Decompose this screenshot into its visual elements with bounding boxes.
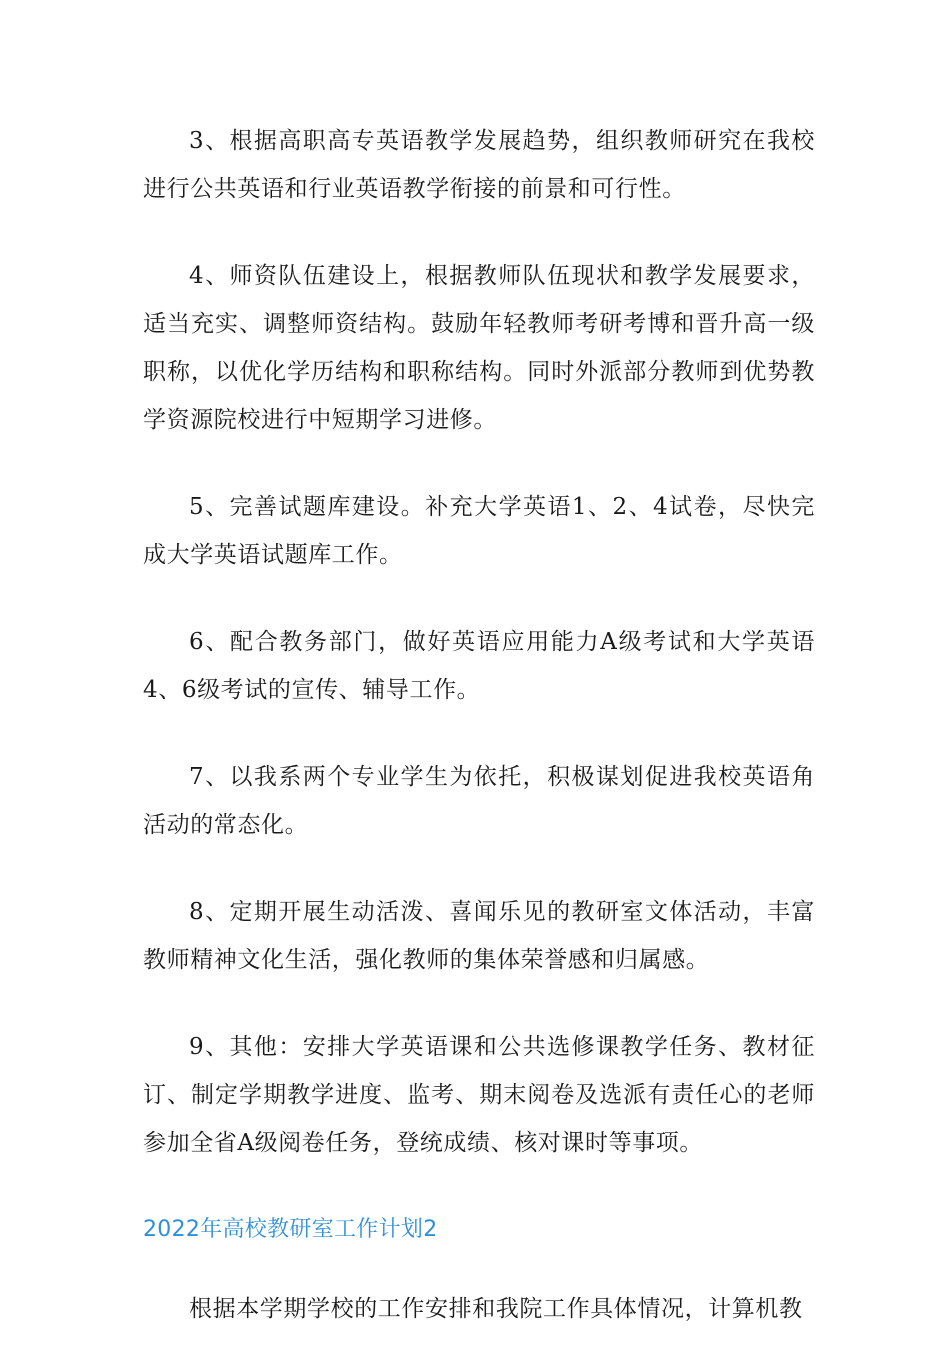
paragraph-item-7: 7、以我系两个专业学生为依托，积极谋划促进我校英语角活动的常态化。: [143, 764, 815, 838]
section-heading: 2022年高校教研室工作计划2: [143, 1217, 438, 1242]
paragraph-item-5: 5、完善试题库建设。补充大学英语1、2、4试卷，尽快完成大学英语试题库工作。: [143, 494, 815, 568]
paragraph-item-3: 3、根据高职高专英语教学发展趋势，组织教师研究在我校进行公共英语和行业英语教学衔接的前景和可行性。: [143, 128, 815, 202]
paragraph-item-4: 4、师资队伍建设上，根据教师队伍现状和教学发展要求，适当充实、调整师资结构。鼓励年轻教师考研考博和晋升高一级职称，以优化学历结构和职称结构。同时外派部分教师到优势教学资源院校进行中短期学习进修。: [143, 263, 815, 433]
paragraph-item-8: 8、定期开展生动活泼、喜闻乐见的教研室文体活动，丰富教师精神文化生活，强化教师的集体荣誉感和归属感。: [143, 899, 815, 973]
paragraph-item-6: 6、配合教务部门，做好英语应用能力A级考试和大学英语4、6级考试的宣传、辅导工作。: [143, 629, 815, 703]
paragraph-item-9: 9、其他：安排大学英语课和公共选修课教学任务、教材征订、制定学期教学进度、监考、期末阅卷及选派有责任心的老师参加全省A级阅卷任务，登统成绩、核对课时等事项。: [143, 1034, 815, 1156]
document-body: [143, 117, 815, 1372]
intro-paragraph: 根据本学期学校的工作安排和我院工作具体情况，计算机教: [189, 1296, 803, 1322]
